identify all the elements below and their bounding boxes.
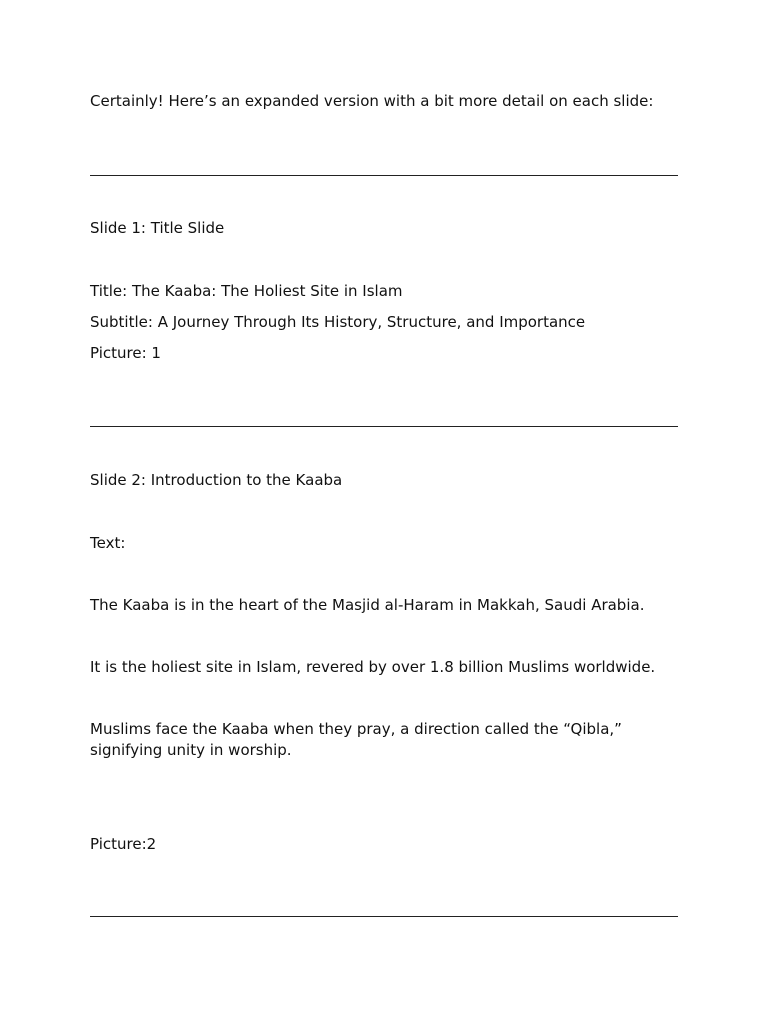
- slide1-title: Title: The Kaaba: The Holiest Site in Islam: [90, 282, 403, 300]
- slide2-paragraph-2: It is the holiest site in Islam, revered by over 1.8 billion Muslims worldwide.: [90, 658, 656, 676]
- slide1-picture: Picture: 1: [90, 344, 161, 362]
- slide1-subtitle: Subtitle: A Journey Through Its History, Structure, and Importance: [90, 313, 586, 331]
- slide1-heading: Slide 1: Title Slide: [90, 219, 225, 237]
- slide2-paragraph-1: The Kaaba is in the heart of the Masjid al-Haram in Makkah, Saudi Arabia.: [90, 596, 645, 614]
- divider-2: [90, 426, 678, 427]
- slide2-picture: Picture:2: [90, 835, 157, 853]
- slide2-text-label: Text:: [90, 534, 126, 552]
- divider-1: [90, 175, 678, 176]
- slide2-paragraph-3: Muslims face the Kaaba when they pray, a direction called the “Qibla,” signifying unity in worship.: [90, 720, 622, 759]
- divider-3: [90, 916, 678, 917]
- intro-text: Certainly! Here’s an expanded version with a bit more detail on each slide:: [90, 92, 654, 110]
- slide2-heading: Slide 2: Introduction to the Kaaba: [90, 471, 343, 489]
